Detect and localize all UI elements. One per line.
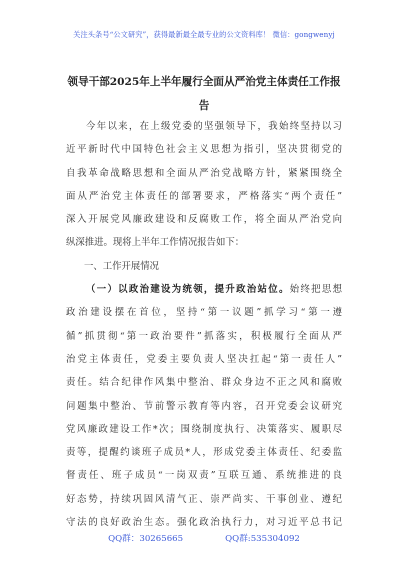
- paragraph-line: 守法的良好政治生态。强化政治执行力，对习近平总书记: [66, 517, 342, 529]
- document-body: [66, 115, 342, 534]
- qq-group-1: QQ群：30265665: [108, 534, 184, 544]
- paragraph-line: 好态势，持续巩固风清气正、崇严尚实、干事创业、遵纪: [66, 493, 342, 505]
- promo-banner: 关注头条号“公文研究”，获得最新最全最专业的公文资料库！ 微信：gongwenyj: [73, 30, 335, 39]
- title-line-1: 领导干部2025年上半年履行全面从严治党主体责任工作报: [67, 76, 341, 88]
- document-title: [40, 70, 368, 118]
- subsection-heading-rest: 始终把思想: [289, 284, 342, 296]
- paragraph-line: 责等，提醒约谈班子成员*人，形成党委主体责任、纪委监: [66, 447, 342, 459]
- paragraph-line: 督责任、班子成员“一岗双责”互联互通、系统推进的良: [66, 470, 342, 482]
- paragraph-line: 近平新时代中国特色社会主义思想为指引，坚决贯彻党的: [66, 144, 342, 156]
- paragraph-line: 问题集中整治、节前警示教育等内容，召开党委会议研究: [66, 400, 342, 412]
- paragraph-line: 深入开展党风廉政建设和反腐败工作，将全面从严治党向: [66, 214, 342, 226]
- paragraph-line: 党风廉政建设工作*次；围绕制度执行、决策落实、履职尽: [66, 423, 342, 435]
- subsection-heading: （一）以政治建设为统领，提升政治站位。: [86, 284, 290, 296]
- section-heading: 一、工作开展情况: [84, 260, 160, 272]
- paragraph-line: 循”抓贯彻“第一政治要件”抓落实，积极履行全面从严: [66, 330, 342, 342]
- paragraph-line: 责任。结合纪律作风集中整治、群众身边不正之风和腐败: [66, 377, 342, 389]
- paragraph-line: 今年以来，在上级党委的坚强领导下，我始终坚持以习: [86, 121, 342, 132]
- paragraph-line: 面从严治党主体责任的部署要求，严格落实“两个责任”: [66, 190, 342, 202]
- paragraph-line: 纵深推进。现将上半年工作情况报告如下：: [66, 237, 245, 249]
- title-line-2: 告: [198, 100, 210, 112]
- paragraph-line: 政治建设摆在首位，坚持“第一议题”抓学习“第一遵: [66, 307, 342, 319]
- paragraph-line: 治党主体责任，党委主要负责人坚决扛起“第一责任人”: [66, 353, 342, 365]
- subsection-heading-line: [66, 278, 342, 301]
- qq-group-2: QQ群:535304092: [225, 534, 300, 544]
- paragraph-line: 自我革命战略思想和全面从严治党战略方针，紧紧围绕全: [66, 167, 342, 179]
- footer-contacts: [0, 532, 408, 544]
